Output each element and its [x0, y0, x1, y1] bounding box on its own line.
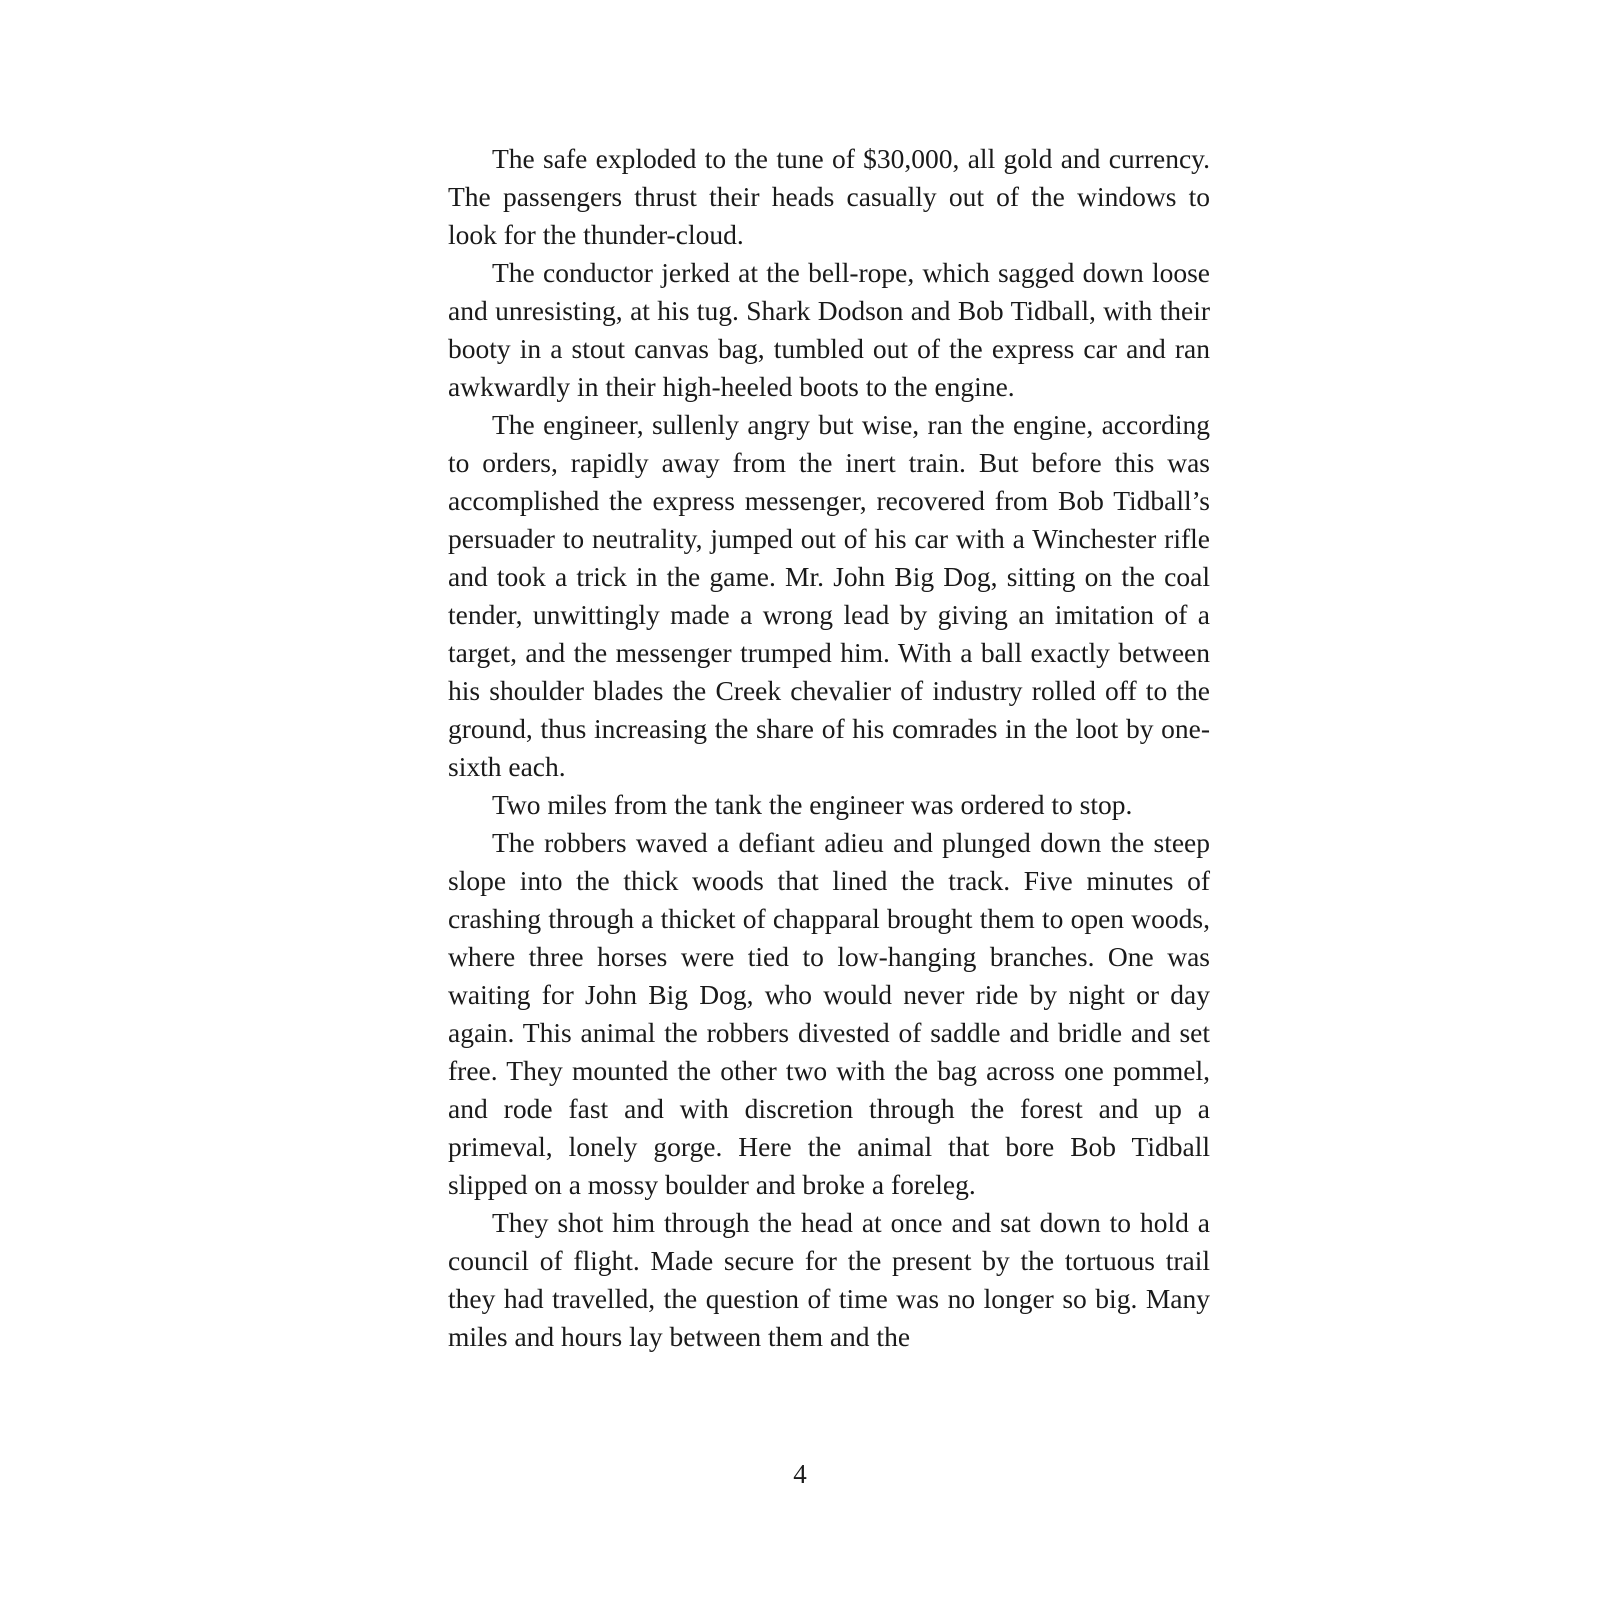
page-number: 4 [793, 1459, 807, 1489]
body-text [448, 140, 1210, 1356]
paragraph-2: The conductor jerked at the bell-rope, which sagged down loose and unresisting, at his tug. Shark Dodson and Bob Tidball, with their booty in a stout canvas bag, tumbled out of the express car and ran awkwardly in their high-heeled boots to the engine. [448, 257, 1210, 402]
paragraph-5: The robbers waved a defiant adieu and plunged down the steep slope into the thick woods that lined the track. Five minutes of crashing through a thicket of chapparal brought them to open woods, where three horses were tied to low-hanging branches. One was waiting for John Big Dog, who would never ride by night or day again. This animal the robbers divested of saddle and bridle and set free. They mounted the other two with the bag across one pommel, and rode fast and with discretion through the forest and up a primeval, lonely gorge. Here the animal that bore Bob Tidball slipped on a mossy boulder and broke a foreleg. [448, 827, 1210, 1200]
paragraph-1: The safe exploded to the tune of $30,000, all gold and currency. The passengers thrust their heads casually out of the windows to look for the thunder-cloud. [448, 143, 1210, 250]
paragraph-4: Two miles from the tank the engineer was ordered to stop. [492, 789, 1133, 820]
paragraph-6: They shot him through the head at once and sat down to hold a council of flight. Made secure for the present by the tortuous trail they had travelled, the question of time was no longer so big. Many miles and hours lay between them and the [448, 1207, 1210, 1352]
paragraph-3: The engineer, sullenly angry but wise, ran the engine, according to orders, rapidly away from the inert train. But before this was accomplished the express messenger, recovered from Bob Tidball’s persuader to neutrality, jumped out of his car with a Winchester rifle and took a trick in the game. Mr. John Big Dog, sitting on the coal tender, unwittingly made a wrong lead by giving an imitation of a target, and the messenger trumped him. With a ball exactly between his shoulder blades the Creek chevalier of industry rolled off to the ground, thus increasing the share of his comrades in the loot by one-sixth each. [448, 409, 1210, 782]
